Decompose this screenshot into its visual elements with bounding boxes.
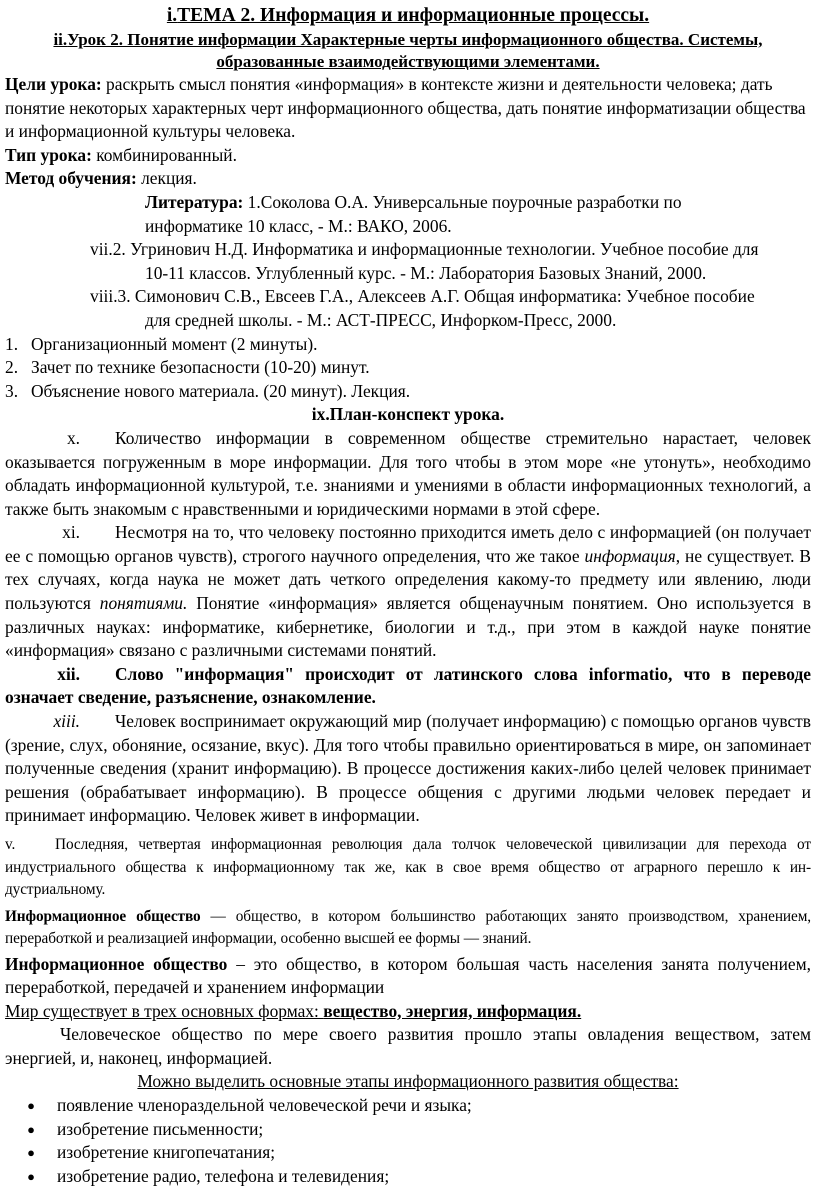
lesson-heading: [5, 29, 811, 73]
list-item: 2. Зачет по технике безопасности (10-20) минут.: [5, 357, 370, 378]
paragraph-xi: xi. Несмотря на то, что человеку постоянно приходится иметь дело с информацией (он получает ее с помощью органов чувств), строгого научного определения, что же такое информация, не существует. В тех случаях, когда наука не может дать четкого определения какому-то предмету или явлению, люди пользуются понятиями. Понятие «информация» является общенаучным понятием. Оно используется в различных науках: информатике, кибернетике, биологии и т.д., при этом в каждой науке понятие «информация» связано с различными системами понятий.: [5, 522, 811, 661]
lesson-line-2: образованные взаимодействующими элементами.: [216, 52, 600, 71]
list-item: ● изобретение радио, телефона и телевидения;: [5, 1165, 811, 1188]
paragraph-number: v.: [5, 836, 16, 853]
title-text: ТЕМА 2. Информация и информационные процессы.: [177, 5, 650, 26]
title-number: i.: [166, 5, 178, 26]
literature-label: Литература:: [145, 191, 244, 212]
paragraph-number: x.: [66, 427, 80, 448]
society-paragraph: Человеческое общество по мере своего развития прошло этапы овладения веществом, затем энергией, и, наконец, информацией.: [5, 1024, 811, 1068]
type-label: Тип урока:: [5, 144, 92, 165]
method-label: Метод обучения:: [5, 168, 137, 189]
lesson-number: ii.: [53, 30, 68, 49]
forms-statement: Мир существует в трех основных формах: вещество, энергия, информация.: [5, 1000, 582, 1021]
bullet-icon: ●: [27, 1145, 35, 1161]
paragraph-xii: xii. Слово "информация" происходит от латинского слова informatio, что в переводе означает сведение, разъяснение, ознакомление.: [5, 663, 811, 708]
development-stages-list: [5, 1094, 811, 1188]
lesson-goals: [5, 73, 811, 144]
definition-2: Информационное общество – это общество, в котором большая часть населения занята получением, переработкой, передачей и хранением информации: [5, 953, 811, 998]
list-item: ● изобретение письменности;: [5, 1118, 811, 1142]
list-item: 1. Организационный момент (2 минуты).: [5, 333, 318, 354]
stages-title: Можно выделить основные этапы информационного развития общества:: [137, 1071, 679, 1092]
bullet-icon: ●: [27, 1121, 35, 1137]
plan-title: ix.План-конспект урока.: [311, 404, 505, 425]
lesson-stages-list: [5, 333, 811, 404]
page-title: [5, 2, 811, 29]
paragraph-xiii: xiii. Человек воспринимает окружающий мир (получает информацию) с помощью органов чувств (зрение, слух, обоняние, осязание, вкус). Для того чтобы правильно ориентироваться в мире, он запоминает полученные сведения (хранит информацию). В процессе достижения каких-либо целей человек принимает решения (обрабатывает информацию). В процессе общения с другими людьми человек передает и принимает информацию. Человек живет в информации.: [5, 711, 811, 826]
list-item: 3. Объяснение нового материала. (20 минут). Лекция.: [5, 380, 411, 401]
bullet-icon: ●: [27, 1168, 35, 1184]
list-item: ● появление членораздельной человеческой речи и языка;: [5, 1094, 811, 1118]
goals-label: Цели урока:: [5, 74, 102, 94]
bullet-icon: ●: [27, 1098, 35, 1114]
paragraph-x: x. Количество информации в современном обществе стремительно нарастает, человек оказывается погруженным в море информации. Для того чтобы в этом море «не утонуть», необходимо обладать информационной культурой, т.е. знаниями и умениями в области информационных технологий, а также быть знакомым с нравственными и юридическими нормами в этой сфере.: [5, 427, 811, 519]
paragraph-number: xi.: [62, 522, 80, 543]
paragraph-number: xii.: [57, 663, 80, 684]
list-item: ● изобретение книгопечатания;: [5, 1141, 811, 1165]
paragraph-number: xiii.: [53, 711, 80, 732]
literature-item-2: vii.2. Угринович Н.Д. Информатика и информационные технологии. Учебное пособие для 10-11 классов. Углубленный курс. - М.: Лаборатория Базовых Знаний, 2000.: [90, 239, 759, 283]
definition-term: Информационное общество: [5, 953, 228, 974]
goals-text: раскрыть смысл понятия «информация» в контексте жизни и деятельности человека; дать понятие некоторых характерных черт информационного общества, дать понятие информатизации общества и информационной культуры человека.: [5, 74, 806, 142]
definition-1: Информационное общество — общество, в котором большинство работающих занято производством, хранением, переработкой и реализацией информации, особенно высшей ее формы — знаний.: [5, 907, 811, 947]
document-page: [0, 2, 816, 1186]
lesson-method: [5, 167, 811, 191]
paragraph-v: v. Последняя, четвертая информационная революция дала толчок человеческой цивилизации для перехода от индустриального общества к информационному так же, как в свое время общество от аграрного перешло к ин-дустриальному.: [5, 836, 811, 898]
type-text: комбинированный.: [91, 144, 237, 165]
literature-text-1: 1.Соколова О.А. Универсальные поурочные разработки по информатике 10 класс, - М.: ВАКО, 2006.: [145, 191, 682, 236]
literature-item-3: viii.3. Симонович С.В., Евсеев Г.А., Алексеев А.Г. Общая информатика: Учебное пособие для средней школы. - М.: АСТ-ПРЕСС, Инфорком-Пресс, 2000.: [90, 286, 755, 330]
lesson-type: [5, 144, 811, 168]
literature-item-1: [5, 191, 811, 238]
method-text: лекция.: [136, 168, 197, 189]
definition-term: Информационное общество: [5, 907, 201, 925]
lesson-line-1: Урок 2. Понятие информации Характерные черты информационного общества. Системы,: [67, 30, 763, 49]
